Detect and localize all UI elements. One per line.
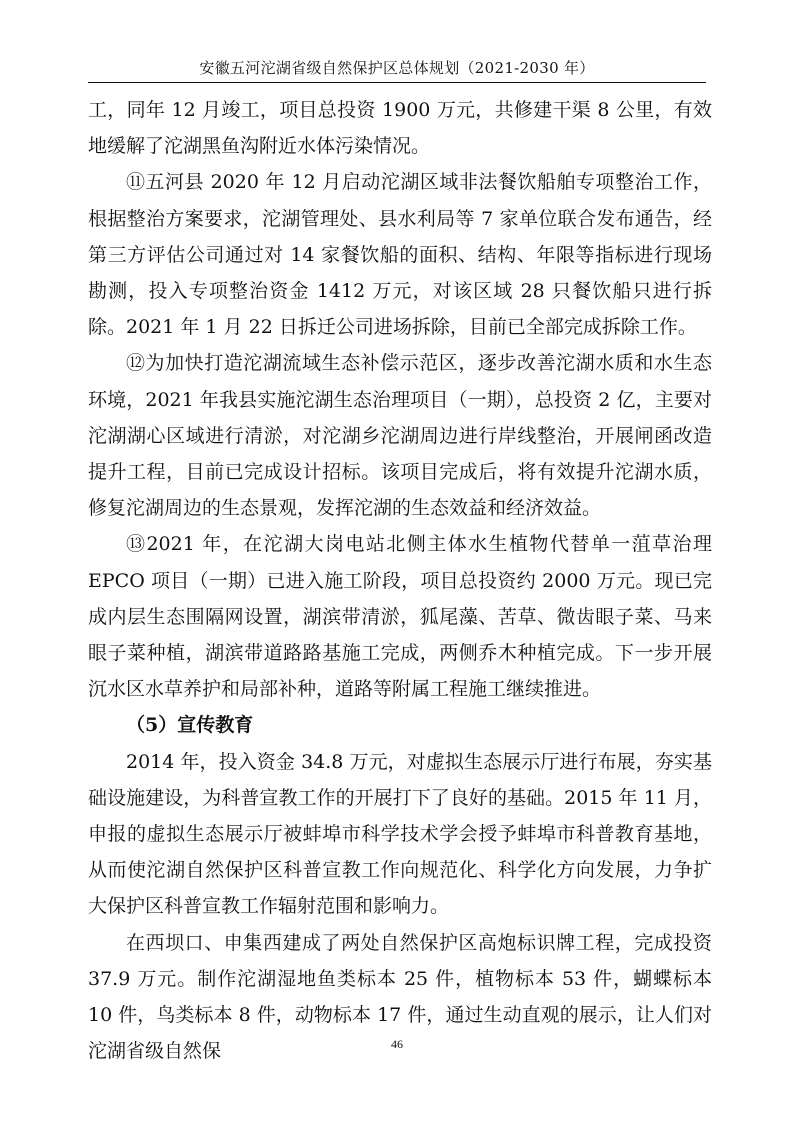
running-header: 安徽五河沱湖省级自然保护区总体规划（2021-2030 年） <box>199 59 595 77</box>
paragraph-education-1: 2014 年，投入资金 34.8 万元，对虚拟生态展示厅进行布展，夯实基础设施建设，为科普宣教工作的开展打下了良好的基础。2015 年 11 月，申报的虚拟生态展示厅被蚌埠市科学技术学会授予蚌埠市科普教育基地，从而使沱湖自然保护区科普宣教工作向规范化、科学化方向发展，力争扩大保护区科普宣教工作辐射范围和影响力。 <box>88 750 712 918</box>
paragraph-education-2: 在西坝口、申集西建成了两处自然保护区高炮标识牌工程，完成投资 37.9 万元。制作沱湖湿地鱼类标本 25 件，植物标本 53 件，蝴蝶标本 10 件，鸟类标本 8 件，动物标本 17 件，通过生动直观的展示，让人们对沱湖省级自然保 <box>88 931 712 1063</box>
page-body <box>88 92 712 1069</box>
paragraph-item-11: ⑪五河县 2020 年 12 月启动沱湖区域非法餐饮船舶专项整治工作，根据整治方案要求，沱湖管理处、县水利局等 7 家单位联合发布通告，经第三方评估公司通过对 14 家餐饮船的面积、结构、年限等指标进行现场勘测，投入专项整治资金 1412 万元，对该区域 28 只餐饮船只进行拆除。2021 年 1 月 22 日拆迁公司进场拆除，目前已全部完成拆除工作。 <box>88 171 712 339</box>
paragraph-continuation: 工，同年 12 月竣工，项目总投资 1900 万元，共修建干渠 8 公里，有效地缓解了沱湖黑鱼沟附近水体污染情况。 <box>88 99 712 158</box>
page-number: 46 <box>391 1037 403 1051</box>
paragraph-item-13: ⑬2021 年，在沱湖大岗电站北侧主体水生植物代替单一菹草治理 EPCO 项目（一期）已进入施工阶段，项目总投资约 2000 万元。现已完成内层生态围隔网设置，湖滨带清淤，狐尾藻、苦草、微齿眼子菜、马来眼子菜种植，湖滨带道路路基施工完成，两侧乔木种植完成。下一步开展沉水区水草养护和局部补种，道路等附属工程施工继续推进。 <box>88 533 712 701</box>
section-heading: （5）宣传教育 <box>126 714 254 737</box>
header-rule <box>88 82 706 83</box>
paragraph-item-12: ⑫为加快打造沱湖流域生态补偿示范区，逐步改善沱湖水质和水生态环境，2021 年我县实施沱湖生态治理项目（一期），总投资 2 亿，主要对沱湖湖心区域进行清淤，对沱湖乡沱湖周边进行岸线整治，开展闸函改造提升工程，目前已完成设计招标。该项目完成后，将有效提升沱湖水质，修复沱湖周边的生态景观，发挥沱湖的生态效益和经济效益。 <box>88 352 712 520</box>
